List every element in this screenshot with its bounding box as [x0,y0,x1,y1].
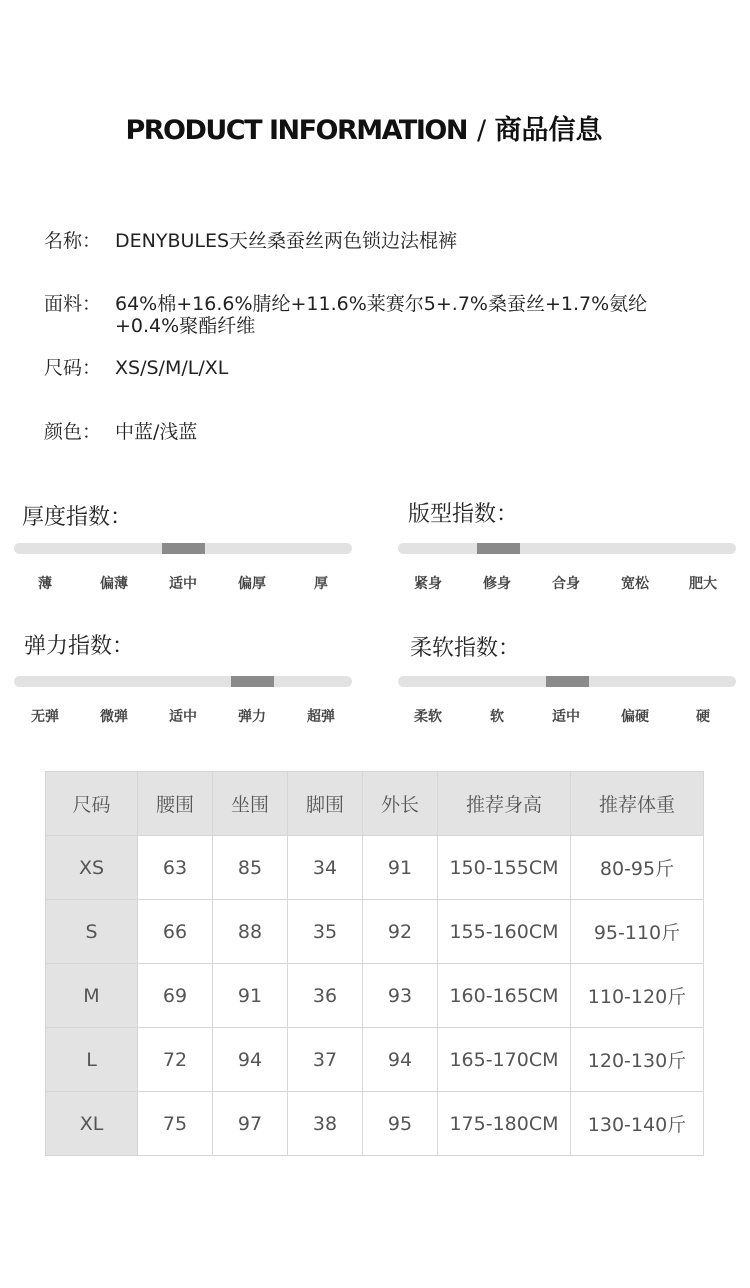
elasticity-title: 弹力指数： [24,634,135,659]
fit-tick: 合身 [552,576,580,592]
table-header-cell: 推荐体重 [571,772,704,836]
table-cell: M [46,964,138,1028]
elasticity-tick: 微弹 [100,709,128,725]
softness-tick: 硬 [696,709,710,725]
table-cell: 95-110斤 [571,900,704,964]
table-cell: 91 [213,964,288,1028]
table-cell: 63 [138,836,213,900]
softness-tick: 柔软 [414,709,442,725]
table-header-cell: 推荐身高 [438,772,571,836]
table-header-cell: 外长 [363,772,438,836]
elasticity-tick: 弹力 [238,709,266,725]
size-table [45,771,704,1156]
info-label: 颜色： [44,421,102,443]
table-cell: 165-170CM [438,1028,571,1092]
table-cell: 85 [213,836,288,900]
title-chinese: 商品信息 [494,115,603,146]
fit-title: 版型指数： [408,502,519,527]
table-cell: 88 [213,900,288,964]
thickness-tick: 偏薄 [100,576,128,592]
table-cell: 38 [288,1092,363,1156]
table-cell: 80-95斤 [571,836,704,900]
table-cell: 66 [138,900,213,964]
table-cell: 94 [213,1028,288,1092]
table-cell: 95 [363,1092,438,1156]
thickness-tick: 适中 [169,576,197,592]
table-cell: XS [46,836,138,900]
elasticity-tick: 适中 [169,709,197,725]
table-cell: 110-120斤 [571,964,704,1028]
table-cell: 97 [213,1092,288,1156]
fit-tick: 紧身 [414,576,442,592]
table-header-cell: 尺码 [46,772,138,836]
info-label: 尺码： [44,357,102,379]
thickness-tick: 薄 [38,576,52,592]
softness-tick: 软 [490,709,504,725]
table-row [46,1028,704,1092]
table-cell: S [46,900,138,964]
info-value: 中蓝/浅蓝 [115,421,198,443]
table-cell: 160-165CM [438,964,571,1028]
title-english: PRODUCT INFORMATION [125,115,467,146]
table-cell: 130-140斤 [571,1092,704,1156]
table-header-cell: 腰围 [138,772,213,836]
title-separator: / [476,115,485,146]
table-cell: 155-160CM [438,900,571,964]
info-value: XS/S/M/L/XL [115,357,229,379]
thickness-track [14,543,352,554]
thickness-thumb [162,543,205,554]
table-cell: 93 [363,964,438,1028]
info-value: 64%棉+16.6%腈纶+11.6%莱赛尔5+.7%桑蚕丝+1.7%氨纶 +0.4%聚酯纤维 [115,293,648,337]
table-cell: 34 [288,836,363,900]
fit-tick: 肥大 [689,576,717,592]
elasticity-tick: 超弹 [307,709,335,725]
fit-thumb [477,543,520,554]
table-cell: 150-155CM [438,836,571,900]
table-cell: 92 [363,900,438,964]
table-row [46,836,704,900]
table-header-row [46,772,704,836]
table-cell: 37 [288,1028,363,1092]
thickness-tick: 厚 [314,576,328,592]
table-cell: 120-130斤 [571,1028,704,1092]
table-header-cell: 脚围 [288,772,363,836]
table-row [46,1092,704,1156]
thickness-tick: 偏厚 [238,576,266,592]
elasticity-tick: 无弹 [31,709,59,725]
fit-tick: 修身 [483,576,511,592]
table-cell: L [46,1028,138,1092]
thickness-title: 厚度指数： [22,505,133,530]
table-cell: 94 [363,1028,438,1092]
table-cell: 72 [138,1028,213,1092]
softness-tick: 适中 [552,709,580,725]
elasticity-thumb [231,676,274,687]
table-cell: 75 [138,1092,213,1156]
softness-tick: 偏硬 [621,709,649,725]
table-row [46,964,704,1028]
fit-track [398,543,736,554]
table-cell: 35 [288,900,363,964]
fit-tick: 宽松 [621,576,649,592]
info-label: 名称： [44,230,102,252]
table-cell: 36 [288,964,363,1028]
table-cell: 69 [138,964,213,1028]
softness-thumb [546,676,589,687]
info-value: DENYBULES天丝桑蚕丝两色锁边法棍裤 [115,230,458,252]
elasticity-track [14,676,352,687]
page-title [0,108,728,147]
table-cell: 91 [363,836,438,900]
table-row [46,900,704,964]
softness-title: 柔软指数： [410,636,521,661]
softness-track [398,676,736,687]
table-cell: XL [46,1092,138,1156]
table-header-cell: 坐围 [213,772,288,836]
table-cell: 175-180CM [438,1092,571,1156]
info-label: 面料： [44,293,102,315]
